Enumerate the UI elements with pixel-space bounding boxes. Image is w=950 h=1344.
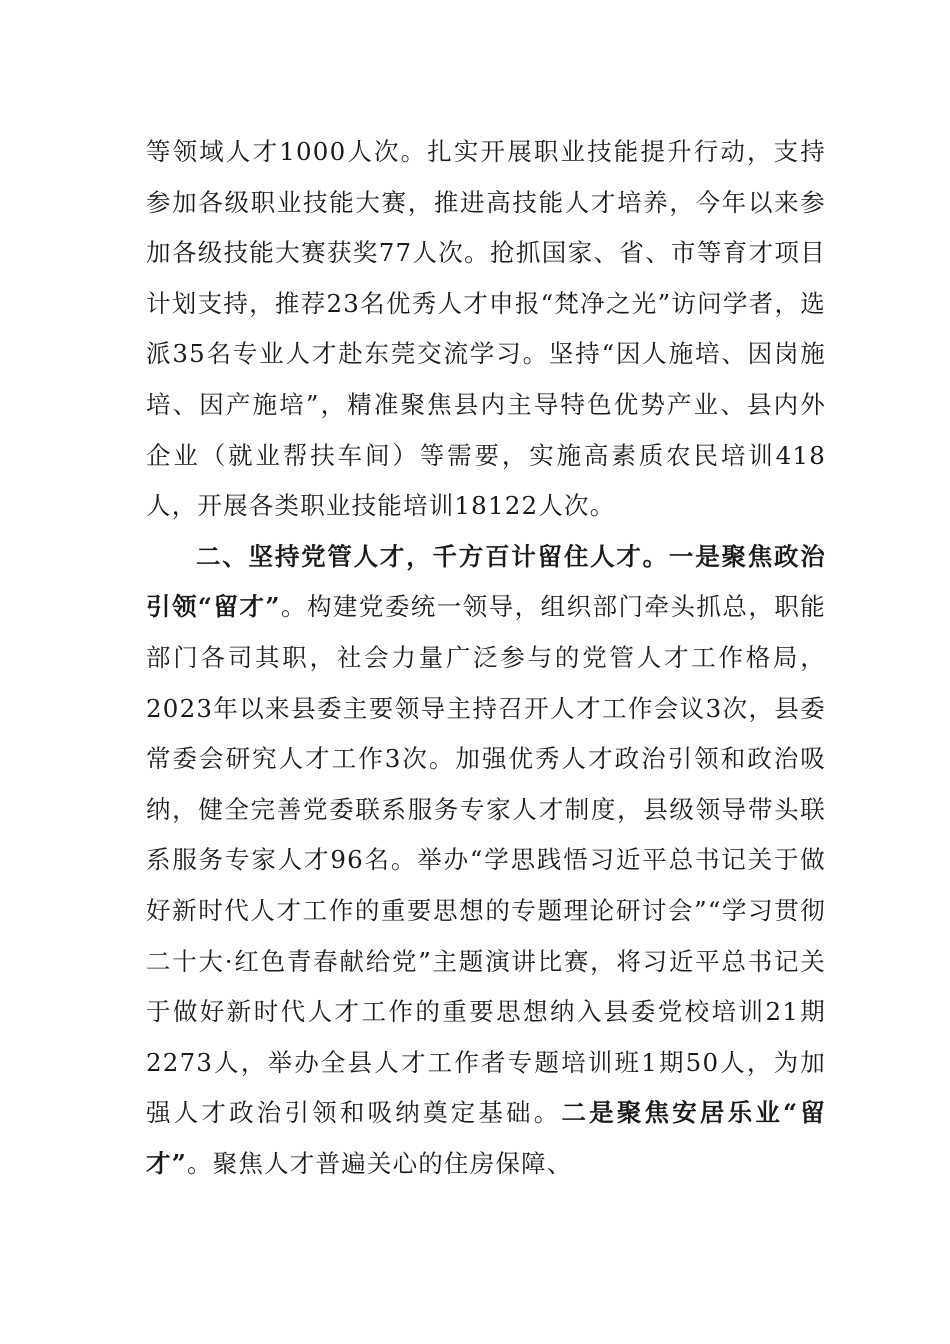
paragraph-party-talent <box>146 532 826 1190</box>
paragraph-talent-training-text: 等领域人才1000人次。扎实开展职业技能提升行动，支持参加各级职业技能大赛，推进高技能人才培养，今年以来参加各级技能大赛获奖77人次。抢抓国家、省、市等育才项目计划支持，推荐23名优秀人才申报“梵净之光”访问学者，选派35名专业人才赴东莞交流学习。坚持“因人施培、因岗施培、因产施培”，精准聚焦县内主导特色优势产业、县内外企业（就业帮扶车间）等需要，实施高素质农民培训418人，开展各类职业技能培训18122人次。 <box>146 137 826 521</box>
document-body <box>146 127 826 1189</box>
paragraph-party-talent-text: 。构建党委统一领导，组织部门牵头抓总，职能部门各司其职，社会力量广泛参与的党管人才工作格局，2023年以来县委主要领导主持召开人才工作会议3次，县委常委会研究人才工作3次。加强优秀人才政治引领和政治吸纳，健全完善党委联系服务专家人才制度，县级领导带头联系服务专家人才96名。举办“学思践悟习近平总书记关于做好新时代人才工作的重要思想的专题理论研讨会”“学习贯彻二十大·红色青春献给党”主题演讲比赛，将习近平总书记关于做好新时代人才工作的重要思想纳入县委党校培训21期2273人，举办全县人才工作者专题培训班1期50人，为加强人才政治引领和吸纳奠定基础。 <box>146 592 826 1128</box>
subheading-housing-retain: 二是聚焦安居乐业“留才” <box>146 1098 827 1178</box>
section-heading-retain-talent: 二、坚持党管人才，千方百计留住人才。一是聚焦政治引领“留才” <box>146 541 826 622</box>
paragraph-talent-training <box>146 127 826 532</box>
paragraph-housing-text: 。聚焦人才普遍关心的住房保障、 <box>187 1148 573 1178</box>
